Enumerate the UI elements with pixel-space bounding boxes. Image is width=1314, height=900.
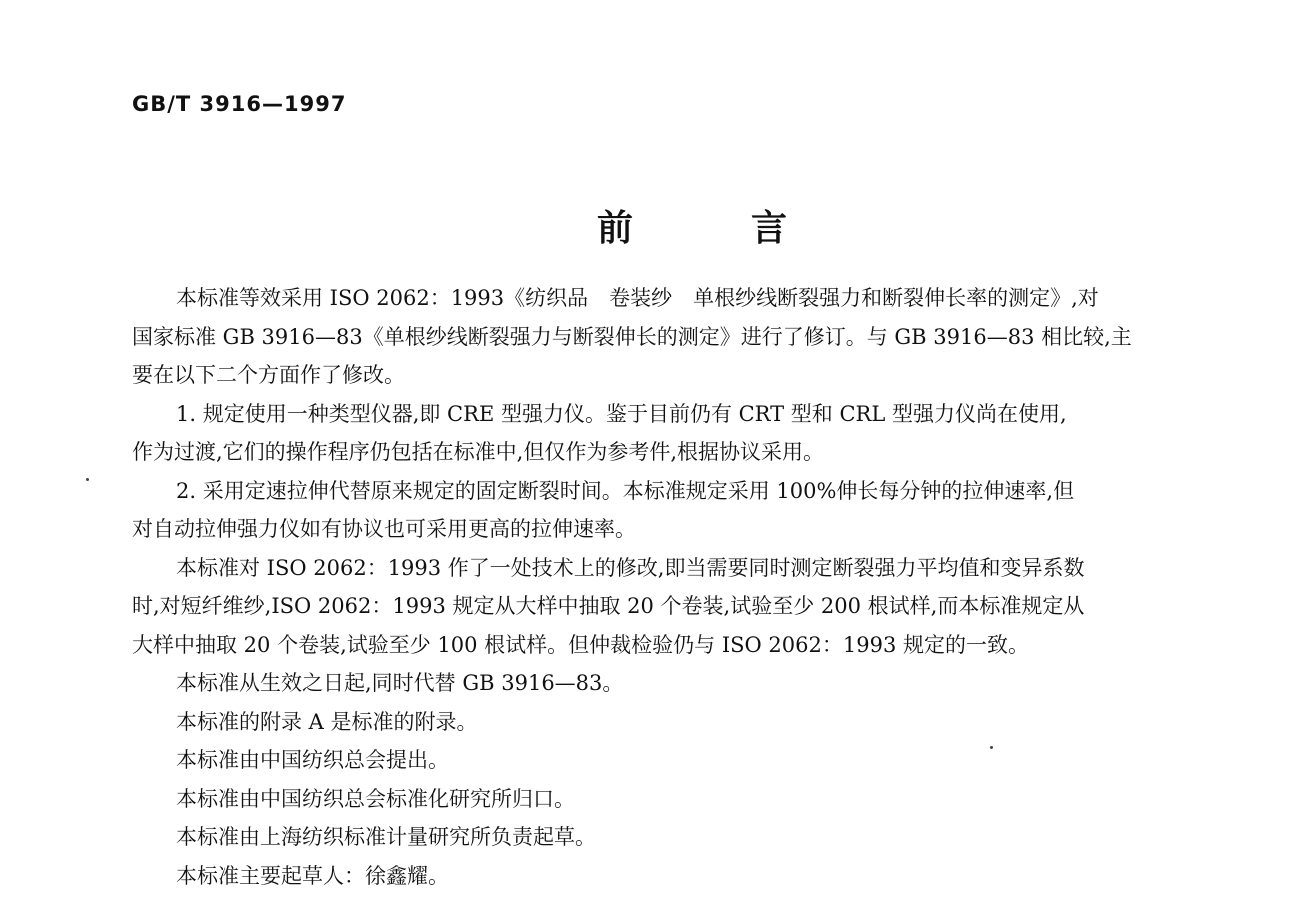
- paragraph-line: 本标准主要起草人：徐鑫耀。: [176, 864, 449, 888]
- paragraph-line: 要在以下二个方面作了修改。: [132, 363, 405, 387]
- paragraph-line: 本标准等效采用 ISO 2062：1993《纺织品 卷装纱 单根纱线断裂强力和断裂伸长率的测定》,对: [176, 286, 1099, 310]
- paragraph-line: 本标准由中国纺织总会提出。: [176, 748, 449, 772]
- list-item-line: 1. 规定使用一种类型仪器,即 CRE 型强力仪。鉴于目前仍有 CRT 型和 CRL 型强力仪尚在使用,: [176, 402, 1067, 426]
- list-item-line: 2. 采用定速拉伸代替原来规定的固定断裂时间。本标准规定采用 100%伸长每分钟的拉伸速率,但: [176, 479, 1075, 503]
- paragraph-line: 时,对短纤维纱,ISO 2062：1993 规定从大样中抽取 20 个卷装,试验至少 200 根试样,而本标准规定从: [132, 594, 1085, 618]
- page-edge-mask: [1244, 0, 1314, 900]
- paragraph-line: 本标准由中国纺织总会标准化研究所归口。: [176, 787, 575, 811]
- scan-speck: [86, 478, 89, 481]
- list-item-line: 对自动拉伸强力仪如有协议也可采用更高的拉伸速率。: [132, 517, 636, 541]
- paragraph-line: 大样中抽取 20 个卷装,试验至少 100 根试样。但仲裁检验仍与 ISO 2062：1993 规定的一致。: [132, 633, 1029, 657]
- standard-code: GB/T 3916—1997: [132, 92, 347, 116]
- paragraph-line: 本标准的附录 A 是标准的附录。: [176, 710, 478, 734]
- page-title: [597, 200, 787, 251]
- list-item-line: 作为过渡,它们的操作程序仍包括在标准中,但仅作为参考件,根据协议采用。: [132, 440, 825, 464]
- title-char-2: 言: [751, 208, 788, 249]
- paragraph-line: 本标准从生效之日起,同时代替 GB 3916—83。: [176, 671, 624, 695]
- paragraph-line: 本标准对 ISO 2062：1993 作了一处技术上的修改,即当需要同时测定断裂强力平均值和变异系数: [176, 556, 1085, 580]
- paragraph-line: 本标准由上海纺织标准计量研究所负责起草。: [176, 825, 596, 849]
- title-char-1: 前: [597, 208, 634, 249]
- paragraph-line: 国家标准 GB 3916—83《单根纱线断裂强力与断裂伸长的测定》进行了修订。与 GB 3916—83 相比较,主: [132, 325, 1132, 349]
- scan-speck: [990, 746, 993, 749]
